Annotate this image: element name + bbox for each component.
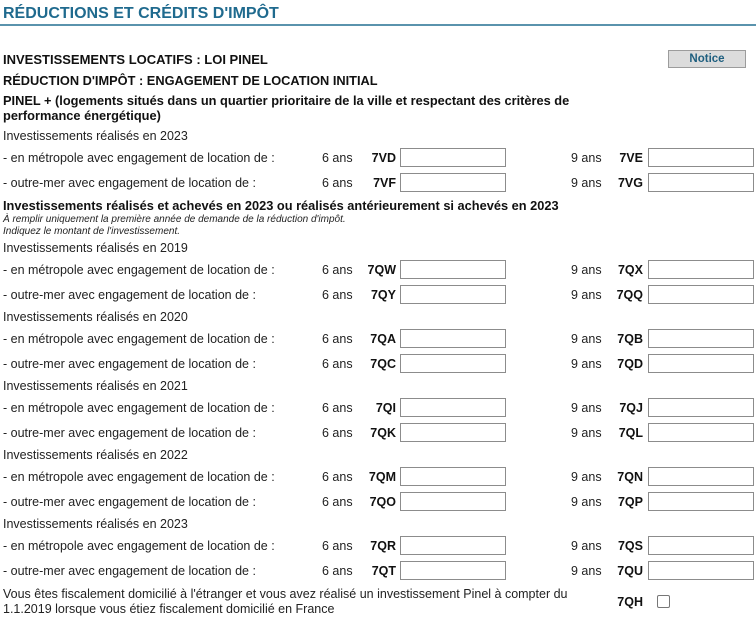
field-code: 7VE [619, 151, 643, 165]
outremer-label: - outre-mer avec engagement de location de : [3, 564, 256, 578]
duration-6-label: 6 ans [322, 426, 353, 440]
outremer-label: - outre-mer avec engagement de location de : [3, 357, 256, 371]
amount-input-7qp[interactable] [648, 492, 754, 511]
amount-input-7qu[interactable] [648, 561, 754, 580]
duration-6-label: 6 ans [322, 470, 353, 484]
duration-9-label: 9 ans [571, 176, 602, 190]
field-code: 7QA [370, 332, 396, 346]
amount-input-7ve[interactable] [648, 148, 754, 167]
amount-input-7qt[interactable] [400, 561, 506, 580]
field-code: 7QL [618, 426, 643, 440]
page-title: RÉDUCTIONS ET CRÉDITS D'IMPÔT [3, 5, 279, 22]
duration-6-label: 6 ans [322, 332, 353, 346]
pinel-plus-title-line1: PINEL + (logements situés dans un quartier prioritaire de la ville et respectant des critères de [3, 93, 570, 108]
duration-6-label: 6 ans [322, 401, 353, 415]
amount-input-7qs[interactable] [648, 536, 754, 555]
metropole-label: - en métropole avec engagement de location de : [3, 332, 275, 346]
field-code: 7QX [617, 263, 643, 277]
duration-9-label: 9 ans [571, 495, 602, 509]
field-code: 7VD [371, 151, 396, 165]
duration-6-label: 6 ans [322, 564, 353, 578]
amount-input-7qc[interactable] [400, 354, 506, 373]
group-title: Investissements réalisés en 2023 [3, 129, 188, 143]
group-title: Investissements réalisés en 2021 [3, 379, 188, 393]
metropole-label: - en métropole avec engagement de location de : [3, 539, 275, 553]
duration-6-label: 6 ans [322, 263, 353, 277]
duration-6-label: 6 ans [322, 288, 353, 302]
amount-input-7qa[interactable] [400, 329, 506, 348]
amount-input-7ql[interactable] [648, 423, 754, 442]
amount-input-7qi[interactable] [400, 398, 506, 417]
metropole-label: - en métropole avec engagement de location de : [3, 263, 275, 277]
section-header [0, 0, 756, 26]
amount-input-7qx[interactable] [648, 260, 754, 279]
field-code: 7VG [617, 176, 643, 190]
field-code: 7QN [617, 470, 643, 484]
outremer-label: - outre-mer avec engagement de location de : [3, 288, 256, 302]
achieved-note-2: Indiquez le montant de l'investissement. [3, 226, 181, 237]
field-code: 7QU [617, 564, 643, 578]
footer-question-line2: 1.1.2019 lorsque vous étiez fiscalement domicilié en France [3, 602, 335, 616]
duration-9-label: 9 ans [571, 564, 602, 578]
duration-6-label: 6 ans [322, 539, 353, 553]
field-code: 7QD [617, 357, 643, 371]
field-code: 7QT [371, 564, 396, 578]
field-code: 7QP [617, 495, 643, 509]
amount-input-7qn[interactable] [648, 467, 754, 486]
metropole-label: - en métropole avec engagement de location de : [3, 401, 275, 415]
field-code: 7QI [375, 401, 396, 415]
achieved-title: Investissements réalisés et achevés en 2023 ou réalisés antérieurement si achevés en 2023 [3, 198, 559, 213]
duration-9-label: 9 ans [571, 332, 602, 346]
field-code: 7QK [370, 426, 396, 440]
duration-9-label: 9 ans [571, 426, 602, 440]
field-code: 7QO [369, 495, 396, 509]
amount-input-7qr[interactable] [400, 536, 506, 555]
amount-input-7qo[interactable] [400, 492, 506, 511]
section-title: INVESTISSEMENTS LOCATIFS : LOI PINEL [3, 52, 268, 67]
outremer-label: - outre-mer avec engagement de location de : [3, 426, 256, 440]
field-code: 7VF [373, 176, 396, 190]
amount-input-7vf[interactable] [400, 173, 506, 192]
field-code: 7QJ [619, 401, 643, 415]
amount-input-7qq[interactable] [648, 285, 754, 304]
duration-9-label: 9 ans [571, 357, 602, 371]
duration-6-label: 6 ans [322, 151, 353, 165]
footer-question-line1: Vous êtes fiscalement domicilié à l'étranger et vous avez réalisé un investissement Pinel à compter du [3, 587, 568, 601]
notice-button[interactable]: Notice [668, 50, 746, 68]
field-code: 7QB [617, 332, 643, 346]
outremer-label: - outre-mer avec engagement de location de : [3, 176, 256, 190]
field-code: 7QS [617, 539, 643, 553]
duration-9-label: 9 ans [571, 470, 602, 484]
duration-6-label: 6 ans [322, 176, 353, 190]
field-code: 7QR [370, 539, 396, 553]
duration-6-label: 6 ans [322, 495, 353, 509]
amount-input-7qj[interactable] [648, 398, 754, 417]
amount-input-7qb[interactable] [648, 329, 754, 348]
achieved-note-1: À remplir uniquement la première année de demande de la réduction d'impôt. [3, 214, 346, 225]
subsection-title: RÉDUCTION D'IMPÔT : ENGAGEMENT DE LOCATION INITIAL [3, 73, 378, 88]
amount-input-7vd[interactable] [400, 148, 506, 167]
duration-9-label: 9 ans [571, 401, 602, 415]
amount-input-7qw[interactable] [400, 260, 506, 279]
duration-9-label: 9 ans [571, 539, 602, 553]
metropole-label: - en métropole avec engagement de location de : [3, 151, 275, 165]
metropole-label: - en métropole avec engagement de location de : [3, 470, 275, 484]
checkbox-7qh[interactable] [657, 595, 670, 608]
outremer-label: - outre-mer avec engagement de location de : [3, 495, 256, 509]
amount-input-7qy[interactable] [400, 285, 506, 304]
field-code: 7QM [368, 470, 396, 484]
group-title: Investissements réalisés en 2023 [3, 517, 188, 531]
amount-input-7qk[interactable] [400, 423, 506, 442]
group-title: Investissements réalisés en 2022 [3, 448, 188, 462]
duration-9-label: 9 ans [571, 263, 602, 277]
field-code: 7QQ [616, 288, 643, 302]
group-title: Investissements réalisés en 2020 [3, 310, 188, 324]
field-code: 7QC [370, 357, 396, 371]
field-code: 7QW [367, 263, 396, 277]
field-code: 7QH [617, 595, 643, 609]
duration-9-label: 9 ans [571, 288, 602, 302]
amount-input-7vg[interactable] [648, 173, 754, 192]
field-code: 7QY [370, 288, 396, 302]
amount-input-7qm[interactable] [400, 467, 506, 486]
pinel-plus-title-line2: performance énergétique) [3, 108, 161, 123]
duration-9-label: 9 ans [571, 151, 602, 165]
duration-6-label: 6 ans [322, 357, 353, 371]
amount-input-7qd[interactable] [648, 354, 754, 373]
group-title: Investissements réalisés en 2019 [3, 241, 188, 255]
